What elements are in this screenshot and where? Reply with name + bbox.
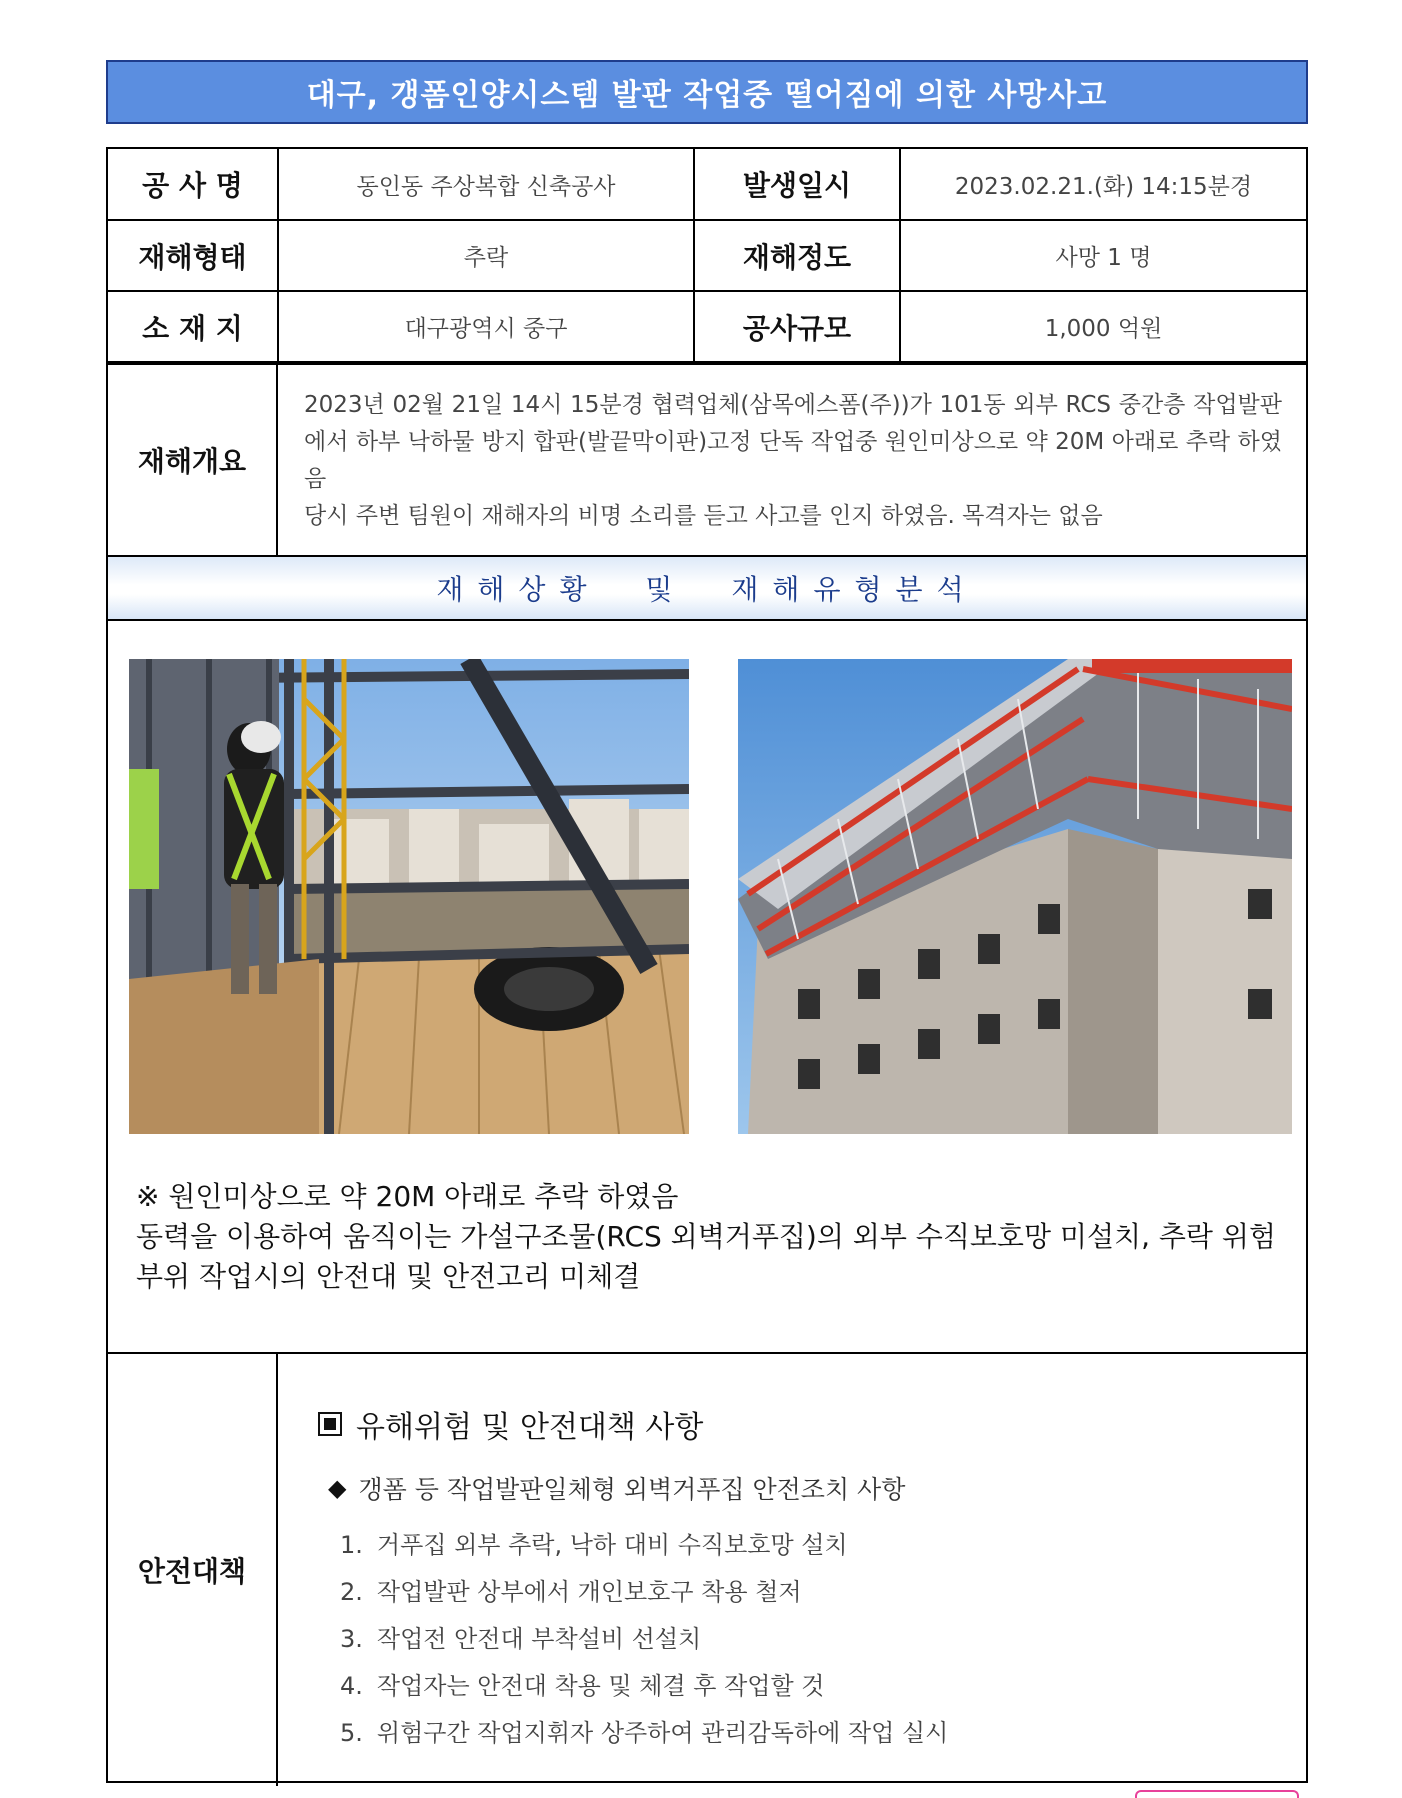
situation-section <box>108 621 1306 1354</box>
list-item <box>340 1663 1306 1710</box>
severity-value: 사망 1 명 <box>900 220 1306 291</box>
info-table <box>108 149 1306 363</box>
measures-subheading <box>328 1470 1306 1506</box>
date-value: 2023.02.21.(화) 14:15분경 <box>900 149 1306 220</box>
info-row <box>108 291 1306 362</box>
scale-label: 공사규모 <box>694 291 900 362</box>
cause-line1: ※ 원인미상으로 약 20M 아래로 추락 하였음 <box>136 1180 679 1213</box>
list-item-number: 1. <box>340 1531 363 1559</box>
overview-row <box>108 363 1306 557</box>
list-item <box>340 1710 1306 1757</box>
list-item-number: 3. <box>340 1625 363 1653</box>
date-label: 발생일시 <box>694 149 900 220</box>
list-item <box>340 1569 1306 1616</box>
list-item-text: 작업발판 상부에서 개인보호구 착용 철저 <box>376 1578 802 1606</box>
list-item <box>340 1616 1306 1663</box>
section-title: 재해상황 및 재해유형분석 <box>108 557 1306 621</box>
measures-label: 안전대책 <box>108 1354 278 1786</box>
measures-subheading-text: 갱폼 등 작업발판일체형 외벽거푸집 안전조치 사항 <box>358 1475 906 1504</box>
overview-text <box>278 365 1306 555</box>
page-corner-tab <box>1135 1790 1299 1798</box>
cause-line2: 동력을 이용하여 움직이는 가설구조물(RCS 외벽거푸집)의 외부 수직보호망 미설치, 추락 위험부위 작업시의 안전대 및 안전고리 미체결 <box>136 1220 1276 1293</box>
list-item-text: 거푸집 외부 추락, 낙하 대비 수직보호망 설치 <box>376 1531 848 1559</box>
list-item-text: 위험구간 작업지휘자 상주하여 관리감독하에 작업 실시 <box>376 1719 949 1747</box>
black-diamond-icon: ◆ <box>328 1474 347 1502</box>
measures-heading <box>318 1402 1306 1446</box>
cause-text <box>136 1177 1280 1297</box>
scale-value: 1,000 억원 <box>900 291 1306 362</box>
list-item-number: 4. <box>340 1672 363 1700</box>
overview-line1: 2023년 02월 21일 14시 15분경 협력업체(삼목에스폼(주))가 101동 외부 RCS 중간층 작업발판에서 하부 낙하물 방지 합판(발끝막이판)고정 단독 작업중 원인미상으로 약 20M 아래로 추락 하였음 <box>304 392 1282 492</box>
measures-body <box>278 1354 1306 1786</box>
boxed-square-icon <box>318 1412 342 1436</box>
info-row <box>108 220 1306 291</box>
page-title: 대구, 갱폼인양시스템 발판 작업중 떨어짐에 의한 사망사고 <box>106 60 1308 124</box>
project-label: 공 사 명 <box>108 149 278 220</box>
measures-heading-text: 유해위험 및 안전대책 사항 <box>356 1410 704 1445</box>
accident-type-label: 재해형태 <box>108 220 278 291</box>
list-item <box>340 1522 1306 1569</box>
project-value: 동인동 주상복합 신축공사 <box>278 149 694 220</box>
location-label: 소 재 지 <box>108 291 278 362</box>
severity-label: 재해정도 <box>694 220 900 291</box>
building-formwork-photo <box>738 659 1292 1134</box>
measures-row <box>108 1354 1306 1786</box>
measures-list <box>340 1522 1306 1757</box>
accident-type-value: 추락 <box>278 220 694 291</box>
location-value: 대구광역시 중구 <box>278 291 694 362</box>
scaffold-deck-photo <box>129 659 689 1134</box>
overview-line2: 당시 주변 팀원이 재해자의 비명 소리를 듣고 사고를 인지 하였음. 목격자는 없음 <box>304 503 1103 529</box>
list-item-number: 5. <box>340 1719 363 1747</box>
list-item-text: 작업자는 안전대 착용 및 체결 후 작업할 것 <box>376 1672 825 1700</box>
report-frame <box>106 147 1308 1783</box>
info-row <box>108 149 1306 220</box>
list-item-number: 2. <box>340 1578 363 1606</box>
overview-label: 재해개요 <box>108 365 278 555</box>
list-item-text: 작업전 안전대 부착설비 선설치 <box>376 1625 702 1653</box>
